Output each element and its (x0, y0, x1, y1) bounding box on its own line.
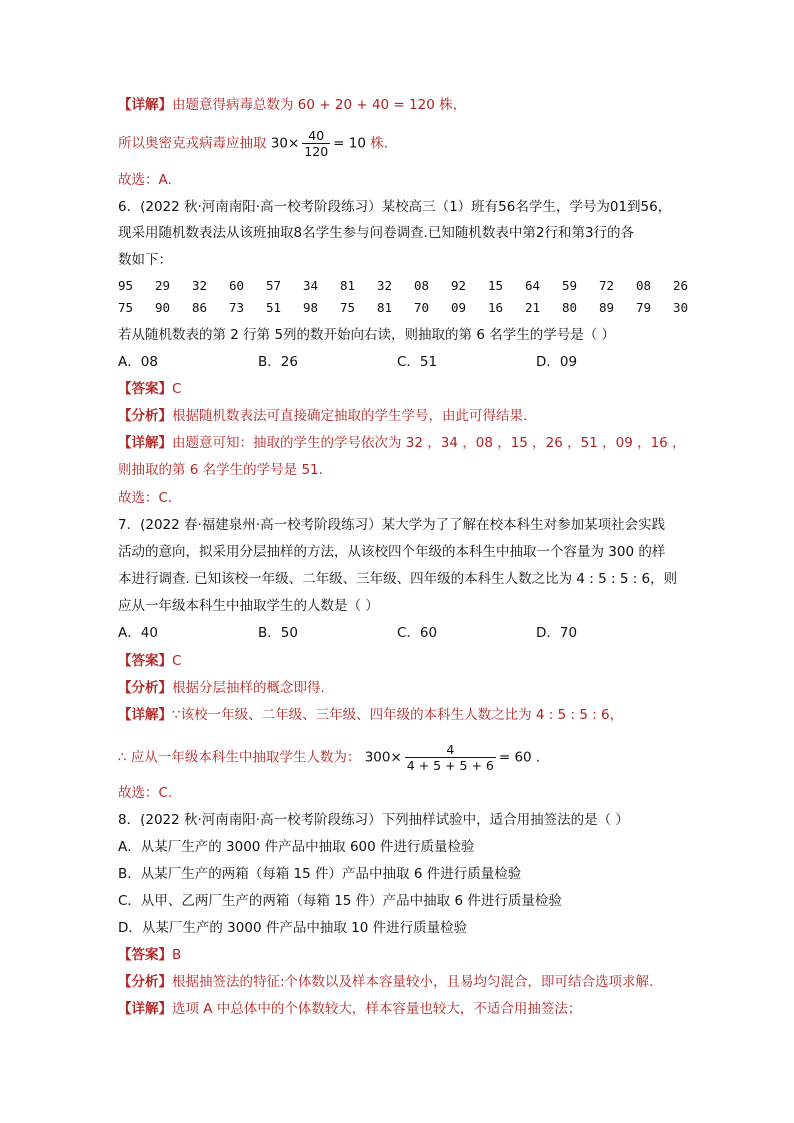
q8-option-c: C．从甲、乙两厂生产的两箱（每箱 15 件）产品中抽取 6 件进行质量检验 (118, 893, 562, 909)
table-cell: 09 (451, 300, 467, 315)
q8-option-d: D．从某厂生产的 3000 件产品中抽取 10 件进行质量检验 (118, 920, 468, 936)
detail-text: 由题意可知：抽取的学生的学号依次为 32 ，34 ，08 ，15 ，26 ，51 ，09 ，16 ， (172, 435, 686, 451)
table-cell: 59 (562, 278, 578, 293)
fraction-numerator: 40 (308, 128, 325, 143)
calc-prefix: 所以奥密克戎病毒应抽取 (118, 135, 267, 152)
q8-analysis (118, 973, 653, 991)
detail-text: ∵该校一年级、二年级、三年级、四年级的本科生人数之比为 4 : 5 : 5 : 6， (172, 707, 624, 723)
table-cell: 75 (340, 300, 356, 315)
calc-result: = 60 . (498, 749, 541, 766)
q8-detail (118, 1000, 581, 1018)
fraction-denominator: 4 + 5 + 5 + 6 (406, 758, 494, 773)
q7-answer (118, 652, 181, 670)
fraction-numerator: 4 (446, 742, 455, 757)
table-cell: 70 (414, 300, 430, 315)
detail-formula: 60 + 20 + 40 = 120 (297, 97, 435, 113)
option-c: C．51 (397, 354, 438, 370)
q8-stem-line1: 8．(2022 秋·河南南阳·高一校考阶段练习）下列抽样试验中，适合用抽签法的是（ ） (118, 812, 629, 828)
table-cell: 64 (525, 278, 541, 293)
option-b: B．26 (258, 354, 298, 370)
random-table-row-2 (118, 277, 710, 295)
option-a: A．08 (118, 354, 158, 370)
calc-result: = 10 (333, 135, 366, 152)
q7-stem-line1: 7．(2022 春·福建泉州·高一校考阶段练习）某大学为了了解在校本科生对参加某项社会实践 (118, 517, 666, 533)
table-cell: 90 (155, 300, 171, 315)
detail-tag: 【详解】 (118, 707, 172, 723)
q8-option-b: B．从某厂生产的两箱（每箱 15 件）产品中抽取 6 件进行质量检验 (118, 866, 522, 882)
fraction (302, 128, 330, 159)
answer-tag: 【答案】 (118, 381, 172, 397)
table-cell: 26 (673, 278, 689, 293)
q7-stem-line3: 本进行调查. 已知该校一年级、二年级、三年级、四年级的本科生人数之比为 4 : 5 : 5 : 6，则 (118, 571, 678, 587)
table-cell: 81 (340, 278, 356, 293)
table-cell: 34 (303, 278, 319, 293)
detail-tag: 【详解】 (118, 435, 172, 451)
q6-answer (118, 380, 181, 398)
answer-value: C (172, 653, 182, 669)
detail-prefix: ∴ 应从一年级本科生中抽取学生人数为： (118, 749, 361, 766)
option-d: D．70 (536, 625, 578, 641)
table-cell: 30 (673, 300, 689, 315)
q6-question: 若从随机数表的第 2 行第 5列的数开始向右读，则抽取的第 6 名学生的学号是（ ） (118, 327, 616, 343)
q7-stem-line2: 活动的意向，拟采用分层抽样的方法，从该校四个年级的本科生中抽取一个容量为 300 的样 (118, 544, 666, 560)
detail-text: 由题意得病毒总数为 (172, 97, 294, 113)
table-cell: 57 (266, 278, 282, 293)
table-cell: 16 (488, 300, 504, 315)
detail-unit: 株， (439, 97, 467, 113)
q6-stem-line2: 现采用随机数表法从该班抽取8名学生参与问卷调查.已知随机数表中第2行和第3行的各 (118, 225, 635, 241)
table-cell: 15 (488, 278, 504, 293)
table-cell: 60 (229, 278, 245, 293)
table-cell: 51 (266, 300, 282, 315)
q7-stem-line4: 应从一年级本科生中抽取学生的人数是（ ） (118, 598, 379, 614)
q8-answer (118, 946, 181, 964)
analysis-tag: 【分析】 (118, 680, 172, 696)
answer-tag: 【答案】 (118, 653, 172, 669)
table-cell: 08 (636, 278, 652, 293)
fraction-denominator: 120 (304, 144, 329, 159)
q6-detail-line1 (118, 434, 686, 452)
random-table-row-3 (118, 299, 710, 317)
option-a: A．40 (118, 625, 158, 641)
q6-detail-line2: 则抽取的第 6 名学生的学号是 51. (118, 462, 323, 478)
q7-detail-line1 (118, 706, 623, 724)
q7-detail-line2 (118, 742, 540, 773)
table-cell: 72 (599, 278, 615, 293)
analysis-tag: 【分析】 (118, 408, 172, 424)
q8-option-a: A．从某厂生产的 3000 件产品中抽取 600 件进行质量检验 (118, 839, 475, 855)
table-cell: 95 (118, 278, 134, 293)
table-cell: 29 (155, 278, 171, 293)
option-d: D．09 (536, 354, 578, 370)
table-cell: 86 (192, 300, 208, 315)
analysis-text: 根据抽签法的特征:个体数以及样本容量较小，且易均匀混合，即可结合选项求解. (172, 974, 654, 990)
table-cell: 73 (229, 300, 245, 315)
analysis-tag: 【分析】 (118, 974, 172, 990)
answer-value: C (172, 381, 182, 397)
calc-mult: 30× (270, 135, 300, 152)
table-cell: 89 (599, 300, 615, 315)
table-cell: 79 (636, 300, 652, 315)
calc-suffix: 株. (370, 135, 389, 152)
detail-text: 选项 A 中总体中的个体数较大，样本容量也较大，不适合用抽签法； (172, 1001, 582, 1017)
q6-conclusion: 故选：C. (118, 490, 173, 506)
table-cell: 32 (192, 278, 208, 293)
table-cell: 81 (377, 300, 393, 315)
q7-analysis (118, 679, 325, 697)
table-cell: 21 (525, 300, 541, 315)
fraction (405, 742, 496, 773)
table-cell: 75 (118, 300, 134, 315)
table-cell: 32 (377, 278, 393, 293)
table-cell: 08 (414, 278, 430, 293)
table-cell: 80 (562, 300, 578, 315)
q7-conclusion: 故选：C. (118, 785, 173, 801)
option-b: B．50 (258, 625, 298, 641)
answer-tag: 【答案】 (118, 947, 172, 963)
q6-stem-line3: 数如下： (118, 252, 172, 268)
prev-conclusion: 故选：A. (118, 172, 172, 188)
table-cell: 92 (451, 278, 467, 293)
q6-stem-line1: 6．(2022 秋·河南南阳·高一校考阶段练习）某校高三（1）班有56名学生，学号为01到56， (118, 199, 672, 215)
table-cell: 98 (303, 300, 319, 315)
analysis-text: 根据分层抽样的概念即得. (172, 680, 325, 696)
analysis-text: 根据随机数表法可直接确定抽取的学生学号，由此可得结果. (172, 408, 528, 424)
answer-value: B (172, 947, 182, 963)
prev-calc-line (118, 128, 388, 159)
prev-detail-line (118, 96, 466, 114)
calc-mult: 300× (364, 749, 402, 766)
q6-analysis (118, 407, 527, 425)
detail-tag: 【详解】 (118, 97, 172, 113)
detail-tag: 【详解】 (118, 1001, 172, 1017)
option-c: C．60 (397, 625, 438, 641)
